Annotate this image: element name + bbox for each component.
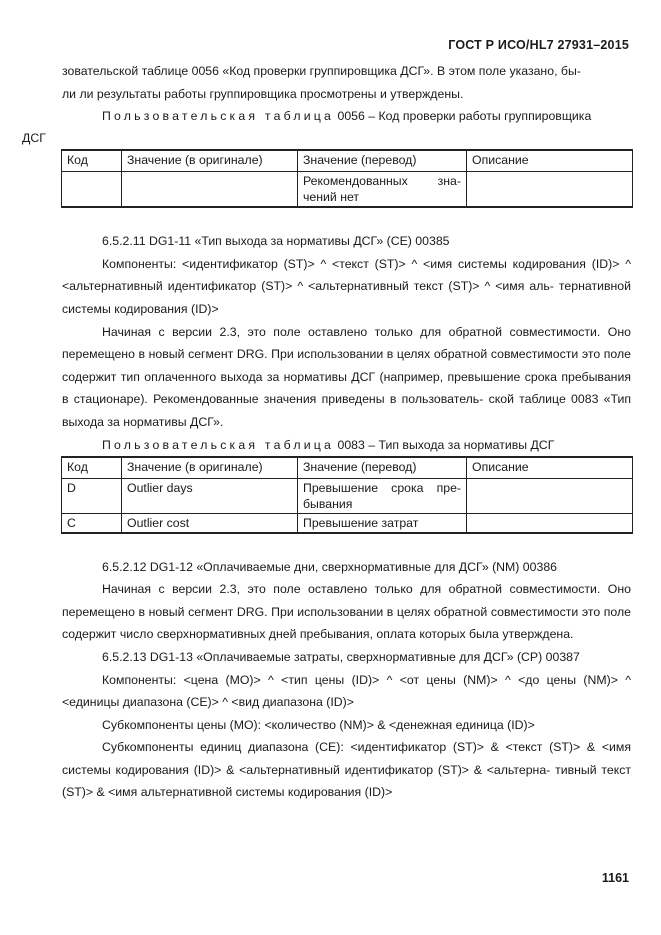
- cell-translation-line2: бывания: [303, 496, 353, 511]
- s11-body-line3: это поле содержит тип оплаченного выхода за нормативы ДСГ (например, превышение: [62, 347, 631, 384]
- col-header-original: Значение (в оригинале): [122, 150, 298, 172]
- cell-code: C: [62, 513, 122, 533]
- col-header-translation: Значение (перевод): [298, 457, 467, 479]
- cell-translation-line2: чений нет: [303, 190, 360, 205]
- col-header-translation: Значение (перевод): [298, 150, 467, 172]
- table-row: [62, 172, 633, 208]
- cell-description: [467, 172, 633, 208]
- cell-translation-line1: Рекомендованных зна-: [303, 174, 461, 189]
- cell-description: [467, 478, 633, 513]
- s12-body-line3: это поле содержит число сверхнормативных дней пребывания, оплата которых была: [62, 604, 631, 642]
- cell-translation: [298, 172, 467, 208]
- cell-code: D: [62, 478, 122, 513]
- cell-translation-line1: Превышение затрат: [303, 515, 419, 530]
- s12-body-line2: перемещено в новый сегмент DRG. При использовании в целях обратной совместимости: [62, 604, 579, 619]
- s13-range-line1: Субкомпоненты единиц диапазона (CE): <идентификатор (ST)> & <текст (ST)> &: [102, 740, 596, 755]
- table1-caption-label: Пользовательская таблица: [102, 109, 335, 124]
- s13-comp-line1: Компоненты: <цена (MO)> ^ <тип цены (ID)> ^ <от цены (NM)> ^ <до цены (NM)> ^: [102, 672, 631, 687]
- s11-body-line4: срока пребывания в стационаре). Рекомендованные значения приведены в пользователь-: [62, 369, 631, 407]
- col-header-description: Описание: [467, 457, 633, 479]
- table-row: [62, 478, 633, 513]
- cell-translation: [298, 513, 467, 533]
- s13-range-line2: <имя системы кодирования (ID)> & <альтернативный идентификатор (ST)> & <альтерна-: [62, 740, 631, 777]
- table-header-row: [62, 457, 633, 479]
- table2-caption: [62, 434, 631, 456]
- s11-body-line1: Начиная с версии 2.3, это поле оставлено только для обратной совместимости. Оно: [102, 324, 631, 339]
- cell-original: Outlier days: [122, 478, 298, 513]
- table1-caption-text: 0056 – Код проверки работы группировщика: [337, 109, 592, 124]
- col-header-code: Код: [62, 457, 122, 479]
- s12-body-line1: Начиная с версии 2.3, это поле оставлено только для обратной совместимости. Оно: [102, 582, 631, 597]
- s11-body-line5: ской таблице 0083 «Тип выхода за нормативы ДСГ».: [62, 392, 631, 429]
- col-header-description: Описание: [467, 150, 633, 172]
- table2-caption-label: Пользовательская таблица: [102, 437, 335, 452]
- table-0083: [61, 456, 633, 534]
- table-row: [62, 513, 633, 533]
- table2-caption-text: 0083 – Тип выхода за нормативы ДСГ: [337, 437, 555, 452]
- intro-paragraph: [62, 60, 631, 105]
- section-13-heading: 6.5.2.13 DG1-13 «Оплачиваемые затраты, сверхнормативные для ДСГ» (CP) 00387: [102, 649, 580, 664]
- s12-body-line4: утверждена.: [502, 627, 574, 642]
- cell-code: [62, 172, 122, 208]
- s11-comp-line1: Компоненты: <идентификатор (ST)> ^ <текст (ST)> ^ <имя системы кодирования: [102, 256, 586, 271]
- intro-line-2: ли ли результаты работы группировщика просмотрены и утверждены.: [62, 86, 464, 101]
- page-content: [22, 60, 631, 804]
- cell-original: Outlier cost: [122, 513, 298, 533]
- s13-range-line3: тивный текст (ST)> & <имя альтернативной системы кодирования (ID)>: [62, 762, 631, 800]
- s11-body-line2: перемещено в новый сегмент DRG. При использовании в целях обратной совместимости: [62, 347, 579, 362]
- intro-line-1: зовательской таблице 0056 «Код проверки группировщика ДСГ». В этом поле указано, бы-: [62, 64, 581, 78]
- table1-caption: [22, 105, 631, 149]
- table1-caption-line2: ДСГ: [22, 131, 46, 146]
- table-0056: [61, 149, 633, 208]
- cell-description: [467, 513, 633, 533]
- section-13-range-subcomponents: [62, 736, 631, 804]
- section-13-components: [62, 669, 631, 714]
- table-header-row: [62, 150, 633, 172]
- cell-original: [122, 172, 298, 208]
- section-12-body: [62, 578, 631, 646]
- cell-translation-line1: Превышение срока пре-: [303, 480, 461, 495]
- section-13-price-subcomponents: Субкомпоненты цены (MO): <количество (NM)> & <денежная единица (ID)>: [102, 717, 535, 732]
- section-11-components: [62, 253, 631, 321]
- section-11-heading: 6.5.2.11 DG1-11 «Тип выхода за нормативы ДСГ» (CE) 00385: [102, 234, 450, 249]
- s11-comp-line3: тернативной системы кодирования (ID)>: [62, 279, 631, 316]
- s13-comp-line2: <единицы диапазона (CE)> ^ <вид диапазона (ID)>: [62, 695, 354, 710]
- section-11-body: [62, 321, 631, 434]
- col-header-original: Значение (в оригинале): [122, 457, 298, 479]
- col-header-code: Код: [62, 150, 122, 172]
- cell-translation: [298, 478, 467, 513]
- section-12-heading: 6.5.2.12 DG1-12 «Оплачиваемые дни, сверхнормативные для ДСГ» (NM) 00386: [102, 559, 557, 574]
- s11-comp-line2: (ID)> ^ <альтернативный идентификатор (ST)> ^ <альтернативный текст (ST)> ^ <имя аль-: [62, 256, 631, 294]
- page-number: 1161: [601, 871, 629, 885]
- document-header: ГОСТ Р ИСО/HL7 27931–2015: [448, 38, 629, 52]
